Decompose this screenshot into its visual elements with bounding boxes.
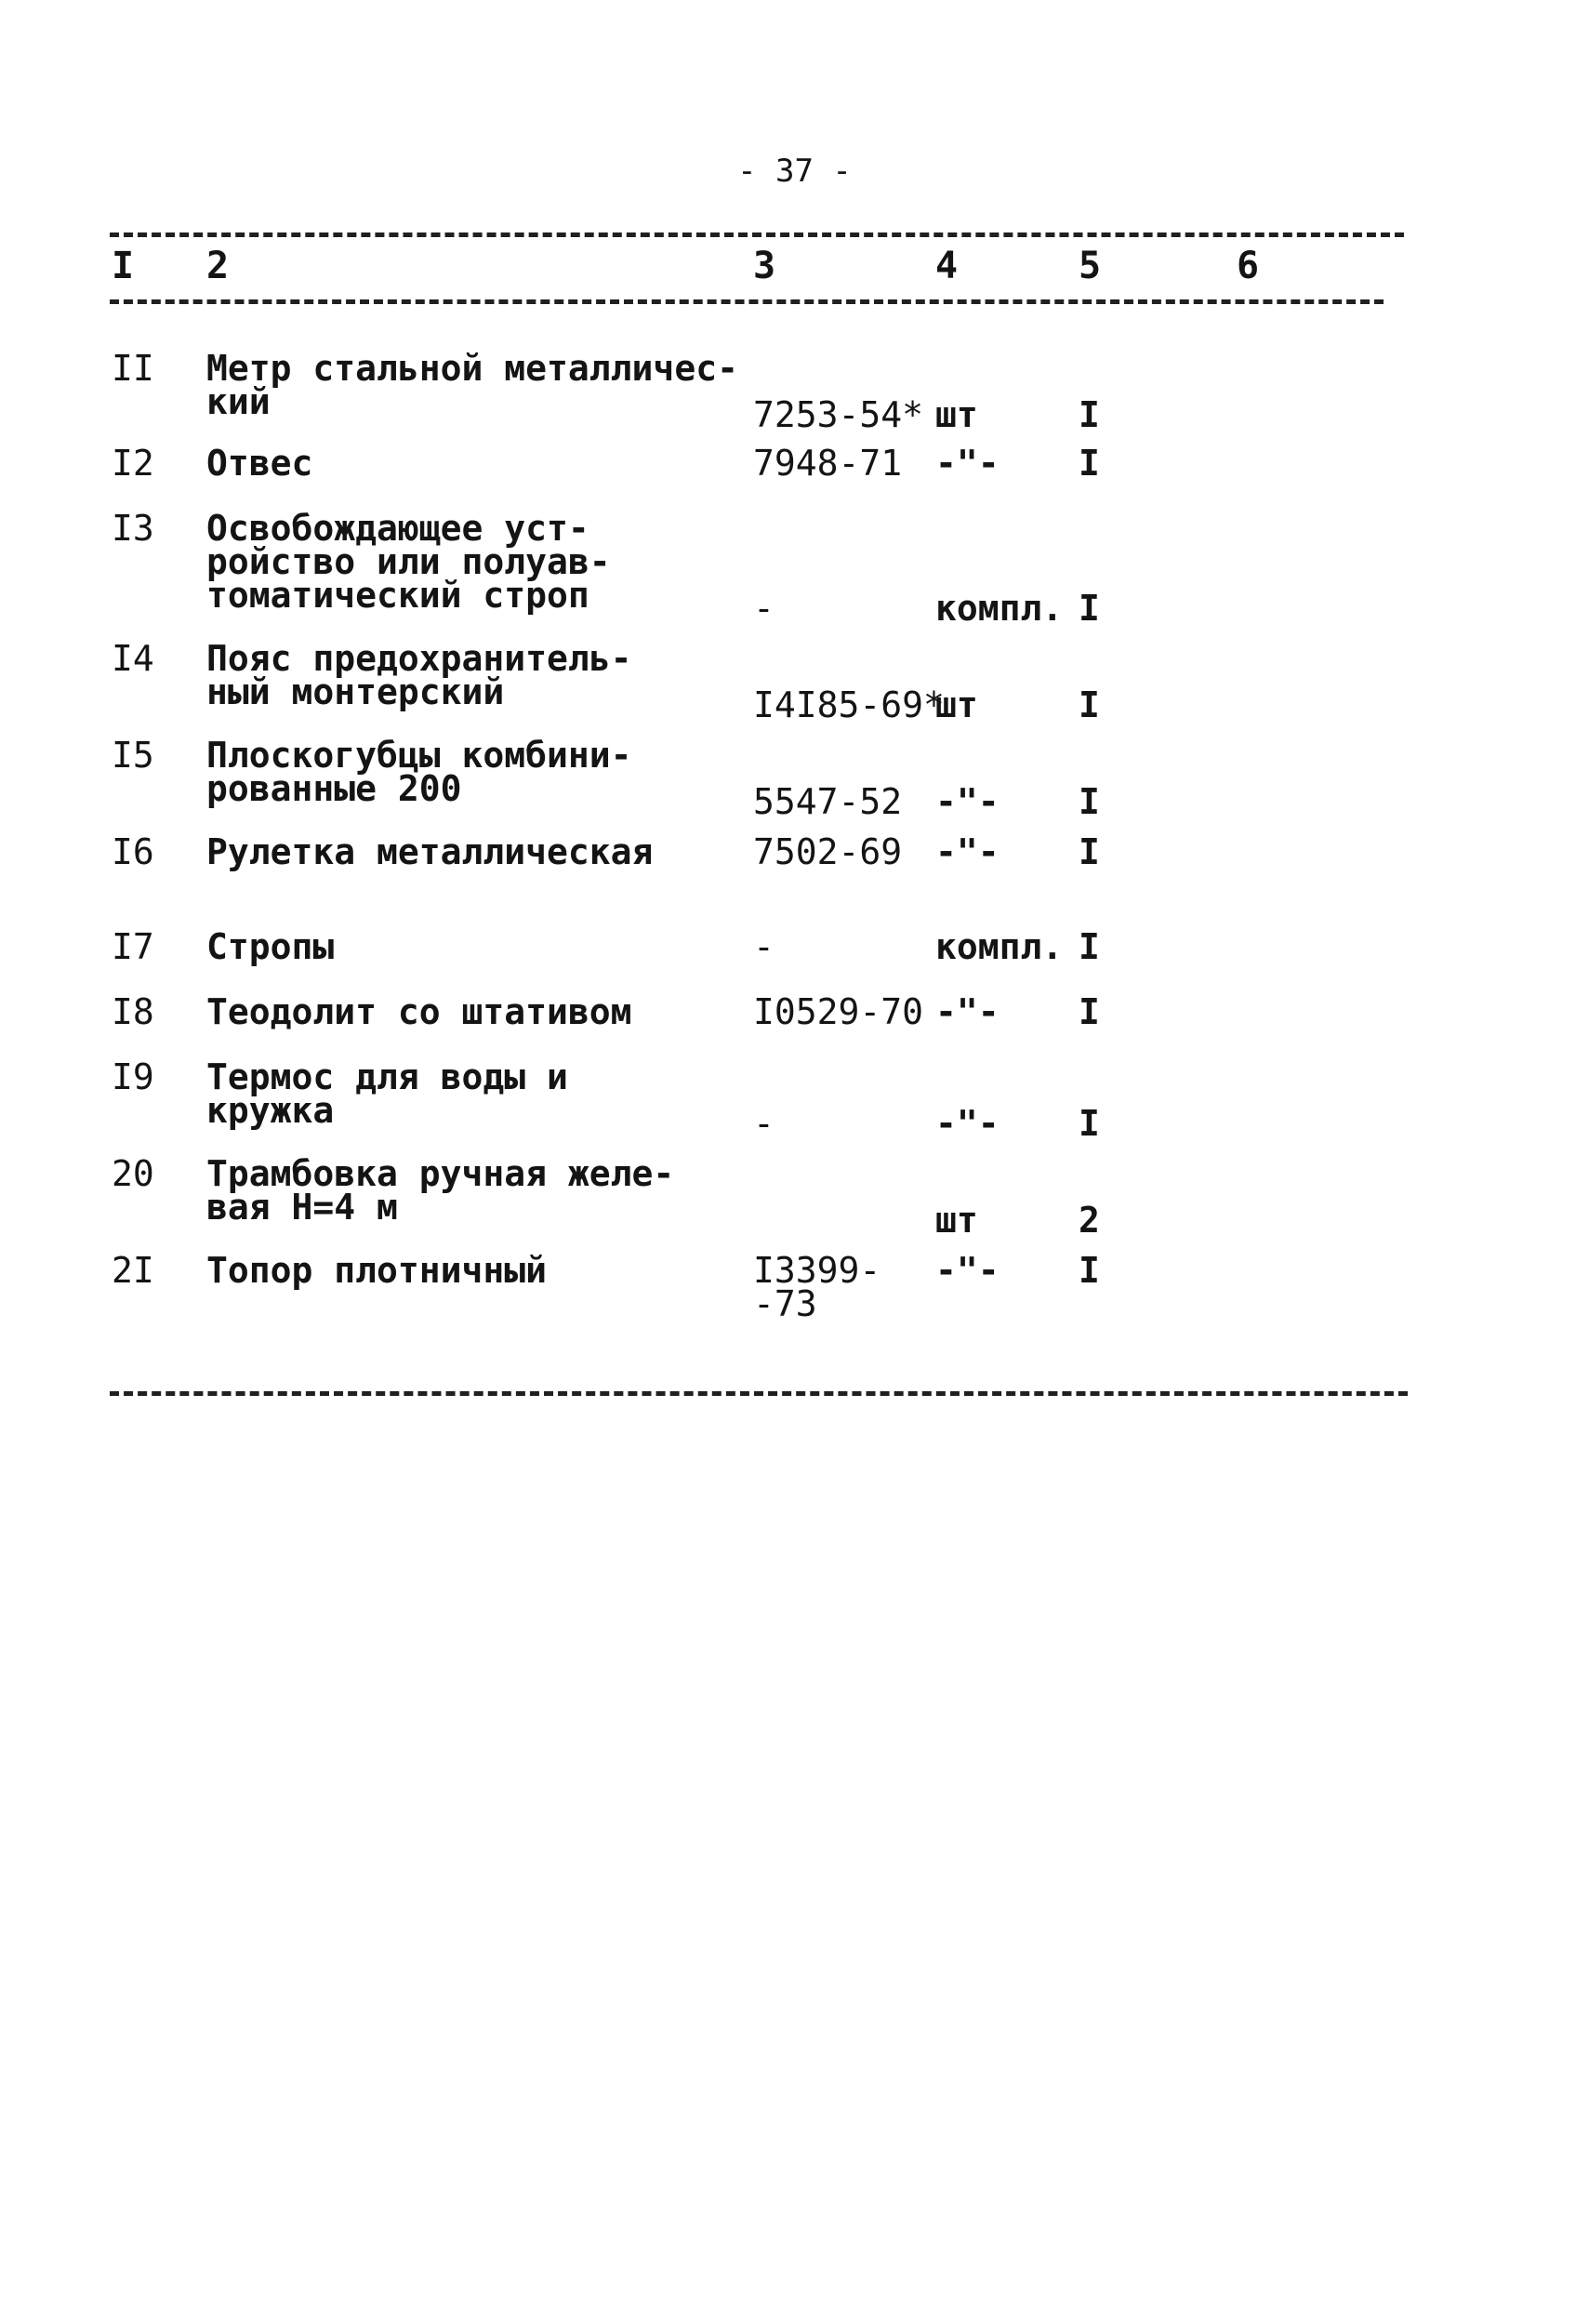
unit: -"- bbox=[935, 1103, 1000, 1144]
item-name-line: Плоскогубцы комбини- bbox=[206, 735, 632, 776]
standard-code: I4I85-69* bbox=[753, 684, 945, 725]
item-name-line: Топор плотничный bbox=[206, 1250, 548, 1291]
item-name-line: рованные 200 bbox=[206, 768, 462, 809]
row-number: 2I bbox=[112, 1250, 154, 1291]
quantity: I bbox=[1079, 1103, 1100, 1144]
row-number: 20 bbox=[112, 1153, 154, 1194]
unit: -"- bbox=[935, 443, 1000, 484]
quantity: 2 bbox=[1079, 1200, 1100, 1241]
row-number: I8 bbox=[112, 991, 154, 1032]
row-number: I5 bbox=[112, 735, 154, 776]
item-name-line: кий bbox=[206, 381, 271, 422]
item-name bbox=[206, 508, 611, 616]
standard-code: 7948-71 bbox=[753, 443, 903, 484]
row-number: I6 bbox=[112, 831, 154, 872]
quantity: I bbox=[1079, 684, 1100, 725]
item-name bbox=[206, 991, 632, 1032]
item-name-line: Рулетка металлическая bbox=[206, 831, 654, 872]
item-name bbox=[206, 348, 738, 422]
row-number: I7 bbox=[112, 926, 154, 967]
standard-code: I3399- -73 bbox=[753, 1250, 881, 1324]
column-header-1: I bbox=[112, 245, 135, 287]
item-name-line: Пояс предохранитель- bbox=[206, 638, 632, 679]
quantity: I bbox=[1079, 443, 1100, 484]
row-number: I9 bbox=[112, 1056, 154, 1097]
item-name bbox=[206, 1153, 675, 1228]
row-number: II bbox=[112, 348, 154, 389]
row-number: I2 bbox=[112, 443, 154, 484]
standard-code: 7253-54* bbox=[753, 394, 924, 435]
standard-code: - bbox=[753, 1103, 775, 1144]
column-header-6: 6 bbox=[1237, 245, 1260, 287]
item-name-line: томатический строп bbox=[206, 575, 589, 616]
item-name bbox=[206, 1056, 568, 1131]
column-header-3: 3 bbox=[753, 245, 776, 287]
standard-code: - bbox=[753, 926, 775, 967]
unit: -"- bbox=[935, 991, 1000, 1032]
column-header-4: 4 bbox=[935, 245, 959, 287]
item-name bbox=[206, 443, 313, 484]
item-name-line: Стропы bbox=[206, 926, 335, 967]
item-name bbox=[206, 638, 632, 712]
unit: шт bbox=[935, 394, 978, 435]
item-name-line: Теодолит со штативом bbox=[206, 991, 632, 1032]
header-bottom-rule bbox=[110, 299, 1384, 304]
quantity: I bbox=[1079, 394, 1100, 435]
item-name bbox=[206, 926, 335, 967]
item-name-line: Отвес bbox=[206, 443, 313, 484]
item-name bbox=[206, 735, 632, 809]
unit: -"- bbox=[935, 781, 1000, 822]
page-number: - 37 - bbox=[737, 153, 852, 190]
row-number: I3 bbox=[112, 508, 154, 549]
quantity: I bbox=[1079, 1250, 1100, 1291]
standard-code: 7502-69 bbox=[753, 831, 903, 872]
unit: шт bbox=[935, 684, 978, 725]
standard-code: I0529-70 bbox=[753, 991, 924, 1032]
item-name-line: вая Н=4 м bbox=[206, 1187, 398, 1228]
item-name-line: ройство или полуав- bbox=[206, 541, 611, 582]
item-name-line: Освобождающее уст- bbox=[206, 508, 589, 549]
item-name-line: Термос для воды и bbox=[206, 1056, 568, 1097]
unit: -"- bbox=[935, 1250, 1000, 1291]
quantity: I bbox=[1079, 926, 1100, 967]
quantity: I bbox=[1079, 781, 1100, 822]
column-header-5: 5 bbox=[1079, 245, 1102, 287]
unit: компл. bbox=[935, 926, 1064, 967]
item-name bbox=[206, 831, 654, 872]
row-number: I4 bbox=[112, 638, 154, 679]
item-name-line: ный монтерский bbox=[206, 671, 505, 712]
item-name-line: Метр стальной металличес- bbox=[206, 348, 738, 389]
item-name-line: кружка bbox=[206, 1090, 335, 1131]
quantity: I bbox=[1079, 588, 1100, 629]
table-bottom-rule bbox=[110, 1391, 1408, 1396]
standard-code: 5547-52 bbox=[753, 781, 903, 822]
quantity: I bbox=[1079, 831, 1100, 872]
standard-code: - bbox=[753, 588, 775, 629]
item-name bbox=[206, 1250, 548, 1291]
column-header-2: 2 bbox=[206, 245, 230, 287]
unit: компл. bbox=[935, 588, 1064, 629]
unit: -"- bbox=[935, 831, 1000, 872]
quantity: I bbox=[1079, 991, 1100, 1032]
header-top-rule bbox=[110, 232, 1404, 237]
item-name-line: Трамбовка ручная желе- bbox=[206, 1153, 675, 1194]
unit: шт bbox=[935, 1200, 978, 1241]
